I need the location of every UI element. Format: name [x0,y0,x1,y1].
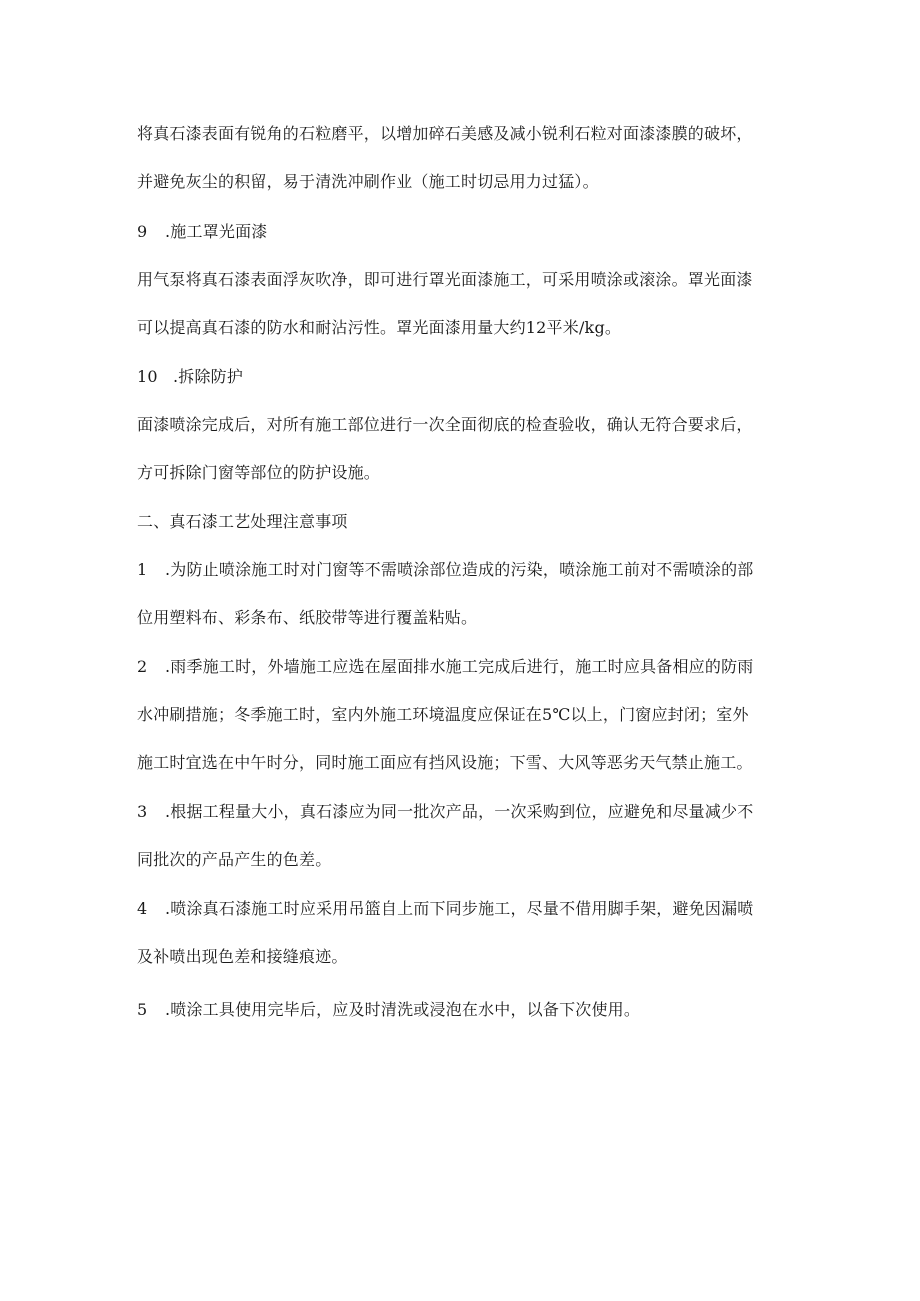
item-text: .施工罩光面漆 [165,222,268,241]
section-heading-9 [137,222,268,242]
item-text: .喷涂工具使用完毕后，应及时清洗或浸泡在水中，以备下次使用。 [165,1000,641,1019]
paragraph-line: 水冲刷措施；冬季施工时，室内外施工环境温度应保证在5℃以上，门窗应封闭；室外 [137,705,749,724]
section-heading-10 [137,367,243,387]
paragraph-line: 将真石漆表面有锐角的石粒磨平，以增加碎石美感及减小锐利石粒对面漆漆膜的破坏， [137,124,753,143]
paragraph-line: 并避免灰尘的积留，易于清洗冲刷作业（施工时切忌用力过猛）。 [137,172,599,191]
list-item [137,560,754,580]
item-number: 10 [137,367,158,386]
paragraph-line: 及补喷出现色差和接缝痕迹。 [137,947,348,966]
item-text: .拆除防护 [173,367,244,386]
list-item [137,802,754,822]
item-text: .根据工程量大小，真石漆应为同一批次产品，一次采购到位，应避免和尽量减少不 [165,802,754,821]
item-number: 4 [137,899,148,918]
paragraph-line: 方可拆除门窗等部位的防护设施。 [137,463,381,482]
item-text: .雨季施工时，外墙施工应选在屋面排水施工完成后进行，施工时应具备相应的防雨 [165,657,754,676]
item-number: 1 [137,560,148,579]
paragraph-line: 面漆喷涂完成后，对所有施工部位进行一次全面彻底的检查验收，确认无符合要求后， [137,415,753,434]
item-text: .喷涂真石漆施工时应采用吊篮自上而下同步施工，尽量不借用脚手架，避免因漏喷 [165,899,754,918]
list-item [137,899,754,919]
item-number: 5 [137,1000,148,1019]
section-title: 二、真石漆工艺处理注意事项 [137,512,348,531]
list-item [137,1000,640,1020]
paragraph-line: 同批次的产品产生的色差。 [137,850,332,869]
item-text: .为防止喷涂施工时对门窗等不需喷涂部位造成的污染，喷涂施工前对不需喷涂的部 [165,560,754,579]
item-number: 9 [137,222,148,241]
paragraph-line: 用气泵将真石漆表面浮灰吹净，即可进行罩光面漆施工，可采用喷涂或滚涂。罩光面漆 [137,270,753,289]
paragraph-line: 可以提高真石漆的防水和耐沾污性。罩光面漆用量大约12平米/kg。 [137,318,622,337]
item-number: 2 [137,657,148,676]
paragraph-line: 施工时宜选在中午时分，同时施工面应有挡风设施；下雪、大风等恶劣天气禁止施工。 [137,753,753,772]
list-item [137,657,754,677]
item-number: 3 [137,802,148,821]
paragraph-line: 位用塑料布、彩条布、纸胶带等进行覆盖粘贴。 [137,608,478,627]
